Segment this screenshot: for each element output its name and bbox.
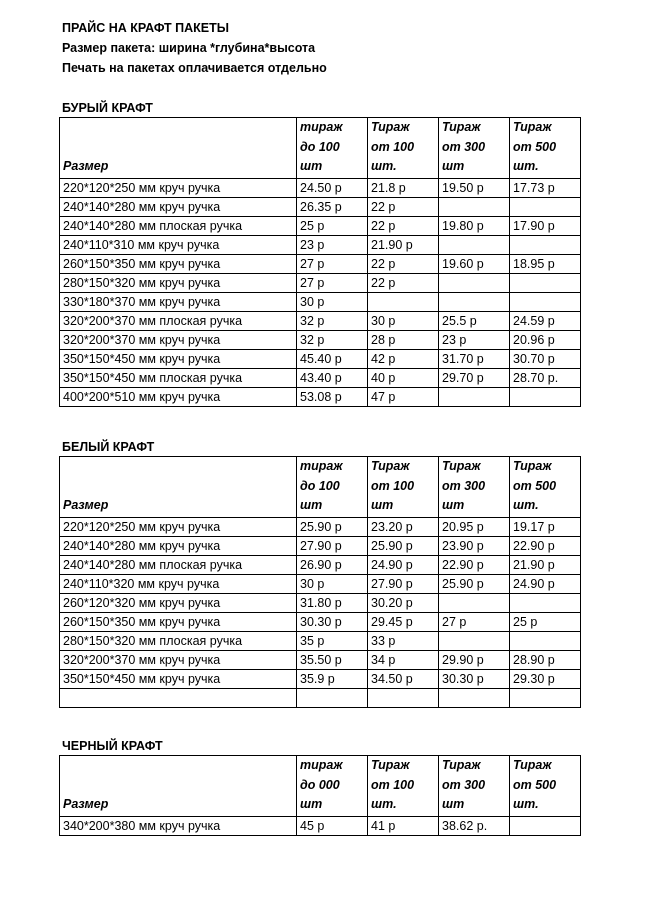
price-cell: 28.90 р <box>510 650 581 669</box>
column-header-line: Тираж <box>442 120 481 134</box>
price-cell: 35 р <box>297 631 368 650</box>
column-header-line: от 300 <box>442 139 486 154</box>
price-cell: 17.73 р <box>510 178 581 197</box>
column-header-line: шт <box>442 498 465 512</box>
price-cell: 35.50 р <box>297 650 368 669</box>
table-row <box>60 273 581 292</box>
table-row <box>60 349 581 368</box>
price-cell <box>510 593 581 612</box>
price-cell: 19.17 р <box>510 517 581 536</box>
price-cell: 21.90 р <box>510 555 581 574</box>
price-cell: 29.45 р <box>368 612 439 631</box>
column-header-line: от 500 <box>513 777 557 792</box>
price-cell: 34 р <box>368 650 439 669</box>
size-cell: 240*110*310 мм круч ручка <box>60 235 297 254</box>
size-cell: 320*200*370 мм плоская ручка <box>60 311 297 330</box>
price-cell: 40 р <box>368 368 439 387</box>
price-cell: 31.70 р <box>439 349 510 368</box>
section-title: ЧЕРНЫЙ КРАФТ <box>62 739 163 753</box>
column-header-line <box>63 457 293 477</box>
price-cell <box>297 688 368 707</box>
table-row <box>60 816 581 835</box>
price-cell: 30.70 р <box>510 349 581 368</box>
column-header-line <box>63 118 293 138</box>
price-cell: 23 р <box>439 330 510 349</box>
price-cell: 29.30 р <box>510 669 581 688</box>
price-cell: 22 р <box>368 273 439 292</box>
size-column-header <box>60 118 297 179</box>
table-row <box>60 574 581 593</box>
price-cell: 41 р <box>368 816 439 835</box>
column-header-line: до 100 <box>300 478 340 493</box>
price-cell: 34.50 р <box>368 669 439 688</box>
column-header-line: Тираж <box>371 758 410 772</box>
size-cell: 350*150*450 мм плоская ручка <box>60 368 297 387</box>
price-cell: 27 р <box>297 273 368 292</box>
price-cell: 28.70 р. <box>510 368 581 387</box>
price-cell: 30 р <box>297 574 368 593</box>
price-cell: 27 р <box>439 612 510 631</box>
column-header-line: шт <box>442 159 465 173</box>
size-cell: 320*200*370 мм круч ручка <box>60 650 297 669</box>
price-cell <box>510 816 581 835</box>
column-header-line: от 100 <box>371 777 415 792</box>
column-header-line: шт <box>442 797 465 811</box>
size-cell: 260*120*320 мм круч ручка <box>60 593 297 612</box>
price-cell: 27.90 р <box>297 536 368 555</box>
price-cell: 30.30 р <box>297 612 368 631</box>
column-header-line: шт <box>371 498 394 512</box>
price-cell <box>439 387 510 406</box>
price-cell: 25.5 р <box>439 311 510 330</box>
size-cell: 350*150*450 мм круч ручка <box>60 669 297 688</box>
section-title: БЕЛЫЙ КРАФТ <box>62 440 155 454</box>
table-row <box>60 197 581 216</box>
table-row <box>60 387 581 406</box>
column-header-line: Размер <box>63 498 109 512</box>
run-column-header <box>439 756 510 817</box>
run-column-header <box>368 457 439 518</box>
column-header-line: от 500 <box>513 478 557 493</box>
column-header-line: Тираж <box>513 758 552 772</box>
price-cell <box>439 631 510 650</box>
price-cell: 19.80 р <box>439 216 510 235</box>
column-header-line: от 100 <box>371 139 415 154</box>
price-cell: 22 р <box>368 254 439 273</box>
price-cell: 25 р <box>510 612 581 631</box>
print-note: Печать на пакетах оплачивается отдельно <box>62 61 327 75</box>
column-header-line: Размер <box>63 159 109 173</box>
price-cell: 24.90 р <box>368 555 439 574</box>
price-table-white <box>59 456 581 708</box>
column-header-line: от 300 <box>442 478 486 493</box>
price-cell: 38.62 р. <box>439 816 510 835</box>
run-column-header <box>297 118 368 179</box>
price-cell <box>439 593 510 612</box>
price-cell: 43.40 р <box>297 368 368 387</box>
price-cell: 30.20 р <box>368 593 439 612</box>
price-cell: 30.30 р <box>439 669 510 688</box>
table-row <box>60 650 581 669</box>
size-cell: 220*120*250 мм круч ручка <box>60 178 297 197</box>
column-header-line: тираж <box>300 120 343 134</box>
size-cell: 240*110*320 мм круч ручка <box>60 574 297 593</box>
table-row <box>60 555 581 574</box>
price-cell: 23.90 р <box>439 536 510 555</box>
run-column-header <box>510 118 581 179</box>
price-cell <box>510 292 581 311</box>
price-cell: 42 р <box>368 349 439 368</box>
column-header-line: шт. <box>513 797 539 811</box>
size-column-header <box>60 756 297 817</box>
run-column-header <box>297 457 368 518</box>
table-header-row <box>60 457 581 518</box>
price-cell: 45.40 р <box>297 349 368 368</box>
price-cell <box>510 235 581 254</box>
table-row <box>60 688 581 707</box>
column-header-line: тираж <box>300 459 343 473</box>
table-row <box>60 368 581 387</box>
size-cell: 260*150*350 мм круч ручка <box>60 254 297 273</box>
price-cell: 29.70 р <box>439 368 510 387</box>
column-header-line: шт. <box>371 159 397 173</box>
price-cell: 17.90 р <box>510 216 581 235</box>
price-cell: 32 р <box>297 311 368 330</box>
size-cell: 340*200*380 мм круч ручка <box>60 816 297 835</box>
table-row <box>60 593 581 612</box>
size-cell: 400*200*510 мм круч ручка <box>60 387 297 406</box>
price-cell: 23 р <box>297 235 368 254</box>
price-cell: 24.59 р <box>510 311 581 330</box>
price-cell: 27.90 р <box>368 574 439 593</box>
price-cell: 27 р <box>297 254 368 273</box>
column-header-line: шт. <box>513 498 539 512</box>
table-row <box>60 330 581 349</box>
price-cell <box>439 235 510 254</box>
table-row <box>60 178 581 197</box>
run-column-header <box>368 118 439 179</box>
price-cell: 22.90 р <box>439 555 510 574</box>
run-column-header <box>510 756 581 817</box>
table-row <box>60 517 581 536</box>
size-cell: 330*180*370 мм круч ручка <box>60 292 297 311</box>
size-note: Размер пакета: ширина *глубина*высота <box>62 41 316 55</box>
table-row <box>60 669 581 688</box>
column-header-line <box>63 477 293 497</box>
column-header-line: шт <box>300 797 323 811</box>
size-cell: 280*150*320 мм плоская ручка <box>60 631 297 650</box>
price-cell: 28 р <box>368 330 439 349</box>
price-cell: 23.20 р <box>368 517 439 536</box>
size-cell: 220*120*250 мм круч ручка <box>60 517 297 536</box>
price-cell: 31.80 р <box>297 593 368 612</box>
column-header-line: тираж <box>300 758 343 772</box>
table-row <box>60 612 581 631</box>
run-column-header <box>439 118 510 179</box>
table-row <box>60 235 581 254</box>
price-cell: 45 р <box>297 816 368 835</box>
column-header-line <box>63 756 293 776</box>
price-table-brown <box>59 117 581 407</box>
column-header-line: от 300 <box>442 777 486 792</box>
price-cell: 29.90 р <box>439 650 510 669</box>
price-cell <box>510 197 581 216</box>
column-header-line: Тираж <box>513 459 552 473</box>
column-header-line: шт. <box>513 159 539 173</box>
run-column-header <box>368 756 439 817</box>
price-cell: 22 р <box>368 197 439 216</box>
column-header-line: от 500 <box>513 139 557 154</box>
column-header-line <box>63 138 293 158</box>
size-cell: 280*150*320 мм круч ручка <box>60 273 297 292</box>
price-cell: 35.9 р <box>297 669 368 688</box>
price-cell: 47 р <box>368 387 439 406</box>
price-cell: 19.60 р <box>439 254 510 273</box>
price-cell <box>510 688 581 707</box>
table-row <box>60 292 581 311</box>
price-cell: 26.35 р <box>297 197 368 216</box>
size-cell: 350*150*450 мм круч ручка <box>60 349 297 368</box>
price-cell: 22 р <box>368 216 439 235</box>
price-cell <box>368 292 439 311</box>
table-row <box>60 254 581 273</box>
price-table-black <box>59 755 581 836</box>
run-column-header <box>297 756 368 817</box>
price-cell <box>510 631 581 650</box>
column-header-line: шт. <box>371 797 397 811</box>
table-row <box>60 536 581 555</box>
column-header-line: шт <box>300 159 323 173</box>
column-header-line <box>63 776 293 796</box>
price-cell: 30 р <box>297 292 368 311</box>
price-cell: 25.90 р <box>368 536 439 555</box>
price-cell: 19.50 р <box>439 178 510 197</box>
run-column-header <box>439 457 510 518</box>
size-cell: 320*200*370 мм круч ручка <box>60 330 297 349</box>
price-cell: 32 р <box>297 330 368 349</box>
size-cell: 260*150*350 мм круч ручка <box>60 612 297 631</box>
size-cell: 240*140*280 мм круч ручка <box>60 536 297 555</box>
price-cell <box>439 197 510 216</box>
column-header-line: до 000 <box>300 777 340 792</box>
size-cell: 240*140*280 мм круч ручка <box>60 197 297 216</box>
price-cell: 26.90 р <box>297 555 368 574</box>
price-cell: 20.96 р <box>510 330 581 349</box>
table-header-row <box>60 118 581 179</box>
table-row <box>60 311 581 330</box>
price-cell: 24.50 р <box>297 178 368 197</box>
price-cell: 33 р <box>368 631 439 650</box>
price-cell: 21.8 р <box>368 178 439 197</box>
column-header-line: Тираж <box>442 758 481 772</box>
price-cell <box>439 292 510 311</box>
price-cell <box>510 387 581 406</box>
table-header-row <box>60 756 581 817</box>
price-cell: 30 р <box>368 311 439 330</box>
column-header-line: до 100 <box>300 139 340 154</box>
run-column-header <box>510 457 581 518</box>
column-header-line: Тираж <box>371 459 410 473</box>
price-cell: 53.08 р <box>297 387 368 406</box>
size-cell <box>60 688 297 707</box>
price-cell: 24.90 р <box>510 574 581 593</box>
size-cell: 240*140*280 мм плоская ручка <box>60 555 297 574</box>
price-cell: 21.90 р <box>368 235 439 254</box>
price-cell: 20.95 р <box>439 517 510 536</box>
column-header-line: Размер <box>63 797 109 811</box>
section-title: БУРЫЙ КРАФТ <box>62 101 153 115</box>
column-header-line: Тираж <box>371 120 410 134</box>
column-header-line: Тираж <box>513 120 552 134</box>
price-cell <box>368 688 439 707</box>
column-header-line: Тираж <box>442 459 481 473</box>
column-header-line: от 100 <box>371 478 415 493</box>
price-cell: 25.90 р <box>439 574 510 593</box>
page-title: ПРАЙС НА КРАФТ ПАКЕТЫ <box>62 21 229 35</box>
price-cell: 25 р <box>297 216 368 235</box>
size-cell: 240*140*280 мм плоская ручка <box>60 216 297 235</box>
price-cell <box>510 273 581 292</box>
price-cell: 22.90 р <box>510 536 581 555</box>
price-cell <box>439 273 510 292</box>
price-cell: 18.95 р <box>510 254 581 273</box>
table-row <box>60 216 581 235</box>
price-cell <box>439 688 510 707</box>
price-cell: 25.90 р <box>297 517 368 536</box>
table-row <box>60 631 581 650</box>
size-column-header <box>60 457 297 518</box>
column-header-line: шт <box>300 498 323 512</box>
